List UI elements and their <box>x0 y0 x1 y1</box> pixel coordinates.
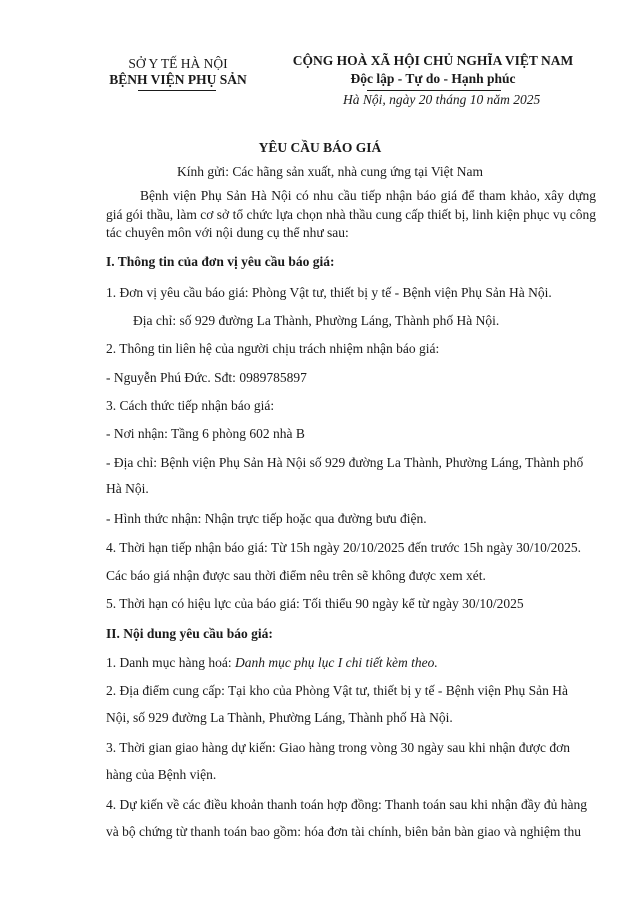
national-motto: Độc lập - Tự do - Hạnh phúc <box>350 71 516 86</box>
receipt-address-line2: Hà Nội. <box>106 481 149 496</box>
validity: 5. Thời hạn có hiệu lực của báo giá: Tối thiểu 90 ngày kể từ ngày 30/10/2025 <box>106 596 524 611</box>
intro-paragraph <box>106 187 596 243</box>
intro-text: Bệnh viện Phụ Sản Hà Nội có nhu cầu tiếp nhận báo giá để tham khảo, xây dựng giá gói thầu, làm cơ sở tổ chức lựa chọn nhà thầu cung cấp thiết bị, linh kiện phục vụ công tác chuyên môn với nội dung cụ thể như sau: <box>106 188 596 240</box>
delivery-location-line1: 2. Địa điểm cung cấp: Tại kho của Phòng Vật tư, thiết bị y tế - Bệnh viện Phụ Sản Hà <box>106 683 568 698</box>
national-heading <box>283 52 583 88</box>
issuer-underline <box>138 90 216 91</box>
document-title: YÊU CẦU BÁO GIÁ <box>258 140 382 155</box>
receipt-method-heading: 3. Cách thức tiếp nhận báo giá: <box>106 398 275 413</box>
greeting: Kính gửi: Các hãng sản xuất, nhà cung ứng tại Việt Nam <box>177 164 484 179</box>
section-2-heading: II. Nội dung yêu cầu báo giá: <box>106 626 273 641</box>
section-1-heading: I. Thông tin của đơn vị yêu cầu báo giá: <box>106 254 335 269</box>
receipt-address-line1: - Địa chỉ: Bệnh viện Phụ Sản Hà Nội số 929 đường La Thành, Phường Láng, Thành phố <box>106 455 584 470</box>
delivery-time-line1: 3. Thời gian giao hàng dự kiến: Giao hàng trong vòng 30 ngày sau khi nhận được đơn <box>106 740 570 755</box>
goods-list <box>106 655 438 671</box>
motto-underline <box>367 90 501 91</box>
requester-unit: 1. Đơn vị yêu cầu báo giá: Phòng Vật tư, thiết bị y tế - Bệnh viện Phụ Sản Hà Nội. <box>106 285 552 300</box>
delivery-time-line2: hàng của Bệnh viện. <box>106 767 217 782</box>
issuer-department: SỞ Y TẾ HÀ NỘI <box>128 56 228 71</box>
delivery-location-line2: Nội, số 929 đường La Thành, Phường Láng, Thành phố Hà Nội. <box>106 710 453 725</box>
deadline: 4. Thời hạn tiếp nhận báo giá: Từ 15h ngày 20/10/2025 đến trước 15h ngày 30/10/2025. <box>106 540 581 555</box>
goods-list-reference: Danh mục phụ lục I chi tiết kèm theo. <box>234 655 438 670</box>
issuer-block <box>108 56 248 88</box>
national-name: CỘNG HOÀ XÃ HỘI CHỦ NGHĨA VIỆT NAM <box>292 53 574 68</box>
contact-heading: 2. Thông tin liên hệ của người chịu trách nhiệm nhận báo giá: <box>106 341 440 356</box>
deadline-note: Các báo giá nhận được sau thời điểm nêu trên sẽ không được xem xét. <box>106 568 486 583</box>
issuer-hospital: BỆNH VIỆN PHỤ SẢN <box>109 72 247 87</box>
contact-person: - Nguyễn Phú Đức. Sđt: 0989785897 <box>106 370 307 385</box>
goods-list-label: 1. Danh mục hàng hoá: <box>106 655 235 670</box>
receipt-location: - Nơi nhận: Tầng 6 phòng 602 nhà B <box>106 426 305 441</box>
requester-address: Địa chỉ: số 929 đường La Thành, Phường Láng, Thành phố Hà Nội. <box>133 313 500 328</box>
receipt-form: - Hình thức nhận: Nhận trực tiếp hoặc qua đường bưu điện. <box>106 511 427 526</box>
payment-terms-line2: và bộ chứng từ thanh toán bao gồm: hóa đơn tài chính, biên bản bàn giao và nghiệm thu <box>106 824 582 839</box>
document-date: Hà Nội, ngày 20 tháng 10 năm 2025 <box>343 92 541 107</box>
payment-terms-line1: 4. Dự kiến về các điều khoản thanh toán hợp đồng: Thanh toán sau khi nhận đầy đủ hàng <box>106 797 587 812</box>
